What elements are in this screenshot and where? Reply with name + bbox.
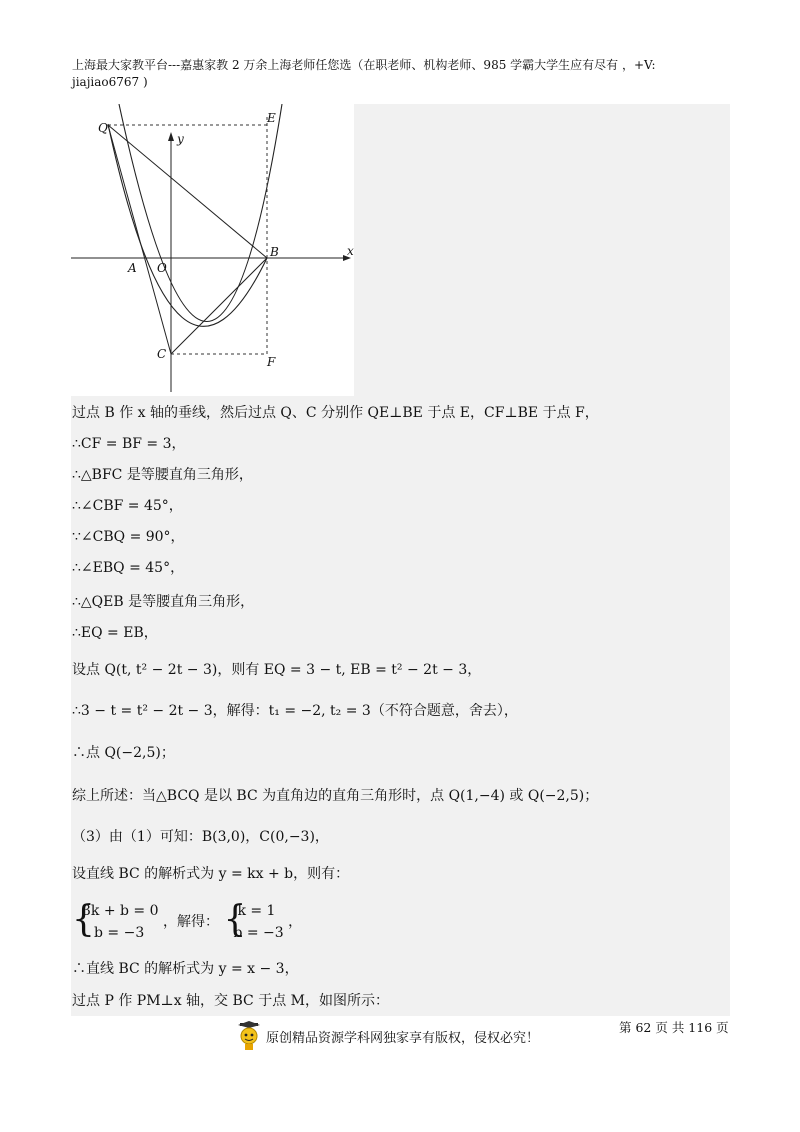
system-1: { 3k + b = 0 b = −3 [72,900,159,944]
parabola-diagram [71,104,354,396]
system-1-row-1: 3k + b = 0 [82,903,159,919]
text-line-9: 设点 Q(t, t² − 2t − 3)，则有 EQ = 3 − t, EB = t² − 2t − 3， [72,662,482,678]
text-line-6: ∴∠EBQ = 45°， [72,560,185,576]
system-end: ， [288,914,303,930]
system-connector: ，解得： [162,914,219,930]
text-line-16: ∴直线 BC 的解析式为 y = x − 3， [72,961,299,977]
page-number: 第 62 页 共 116 页 [619,1020,729,1035]
mascot-icon [236,1021,262,1051]
label-B: B [270,245,279,259]
label-F: F [267,355,276,369]
text-line-12: 综上所述：当△BCQ 是以 BC 为直角边的直角三角形时，点 Q(1,−4) 或 Q(−2,5)； [72,788,599,804]
text-line-11: ∴点 Q(−2,5)； [72,745,175,761]
copyright-notice: 原创精品资源学科网独家享有版权，侵权必究！ [266,1030,540,1046]
equation-systems [72,900,302,944]
parabola-main [119,104,282,322]
text-line-8: ∴EQ = EB， [72,625,158,641]
text-line-10: ∴3 − t = t² − 2t − 3，解得：t₁ = −2, t₂ = 3（不符合题意，舍去）， [72,703,518,719]
system-1-row-2: b = −3 [94,925,145,941]
label-C: C [157,347,167,361]
text-line-7: ∴△QEB 是等腰直角三角形， [72,594,255,610]
segment-QC [108,125,171,354]
text-line-5: ∵∠CBQ = 90°， [72,529,185,545]
system-2-row-1: k = 1 [237,903,276,919]
text-line-14: 设直线 BC 的解析式为 y = kx + b，则有： [72,866,350,882]
parabola-secondary [108,124,267,326]
footer-notice [236,1020,539,1052]
text-line-3: ∴△BFC 是等腰直角三角形， [72,467,253,483]
header-line-2: jiajiao6767 ) [72,75,148,89]
system-2: { k = 1 b = −3 [223,900,283,944]
y-axis-arrow [168,132,174,141]
text-line-13: （3）由（1）可知：B(3,0)，C(0,−3)， [72,829,329,845]
label-y: y [177,132,184,146]
page-header [72,57,732,91]
segment-CB [171,258,267,354]
label-x: x [347,244,354,258]
text-line-4: ∴∠CBF = 45°， [72,498,183,514]
text-line-1: 过点 B 作 x 轴的垂线，然后过点 Q、C 分别作 QE⊥BE 于点 E，CF⊥BE 于点 F， [72,405,599,421]
text-line-17: 过点 P 作 PM⊥x 轴，交 BC 于点 M，如图所示： [72,993,389,1009]
header-line-1: 上海最大家教平台---嘉惠家教 2 万余上海老师任您选（在职老师、机构老师、985 学霸大学生应有尽有 ，+V: [72,58,656,72]
system-2-row-2: b = −3 [233,925,284,941]
parabola-figure [71,104,354,396]
label-Q: Q [98,121,108,135]
label-E: E [267,111,276,125]
label-A: A [128,261,137,275]
label-O: O [157,261,167,275]
segment-QB [108,125,267,258]
text-line-2: ∴CF = BF = 3， [72,436,186,452]
